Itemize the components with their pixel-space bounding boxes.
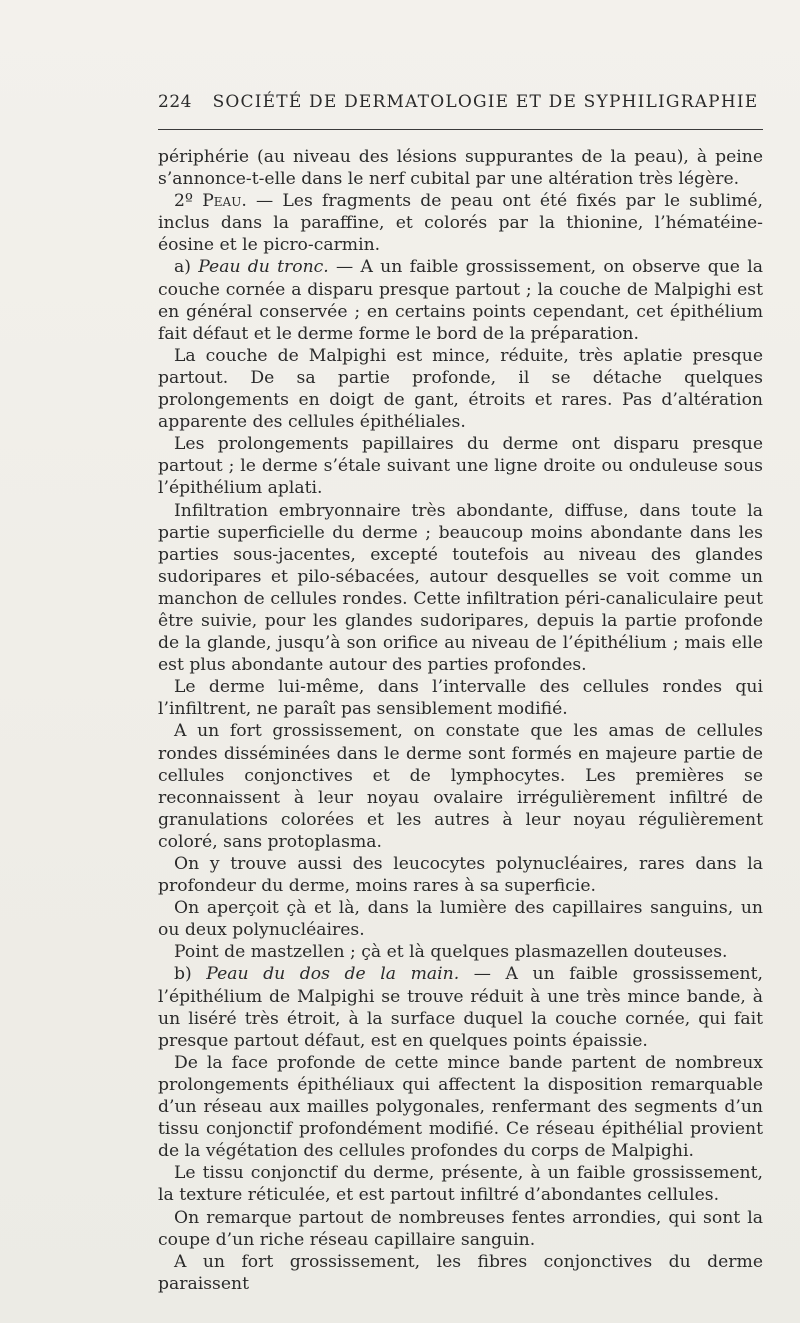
section-label: Peau du tronc.	[198, 257, 329, 278]
paragraph: A un fort grossissement, on constate que les amas de cellules rondes disséminées dans le derme sont formés en majeure partie de cellules conjonctives et de lymphocytes. Les premières se reconnaissent à leur noyau ovalaire irrégulièrement infiltré de granulations colorées et les autres à leur noyau régulièrement coloré, sans protoplasma.	[158, 721, 763, 852]
paragraph: a) Peau du tronc. — A un faible grossissement, on observe que la couche cornée a disparu presque partout ; la couche de Malpighi est en général conservée ; en certains points cependant, cet épithélium fait défaut et le derme forme le bord de la préparation.	[158, 257, 763, 344]
paragraph: b) Peau du dos de la main. — A un faible grossissement, l’épithélium de Malpighi se trouve réduit à une très mince bande, à un liséré très étroit, à la surface duquel la couche cornée, qui fait presque partout défaut, est en quelques points épaissie.	[158, 964, 763, 1051]
section-label: Peau.	[202, 191, 247, 212]
journal-title: SOCIÉTÉ DE DERMATOLOGIE ET DE SYPHILIGRAPHIE	[212, 92, 759, 112]
paragraph: On y trouve aussi des leucocytes polynucléaires, rares dans la profondeur du derme, moins rares à sa superficie.	[158, 854, 763, 897]
paragraph: On aperçoit çà et là, dans la lumière des capillaires sanguins, un ou deux polynucléaires.	[158, 898, 763, 941]
paragraph: La couche de Malpighi est mince, réduite, très aplatie presque partout. De sa partie profonde, il se détache quelques prolongements en doigt de gant, étroits et rares. Pas d’altération apparente des cellules épithéliales.	[158, 345, 763, 433]
paragraph: périphérie (au niveau des lésions suppurantes de la peau), à peine s’annonce-t-elle dans le nerf cubital par une altération très légère.	[158, 147, 763, 190]
running-header	[158, 92, 763, 112]
header-rule	[158, 129, 763, 130]
body-text	[158, 146, 763, 1295]
paragraph: Point de mastzellen ; çà et là quelques plasmazellen douteuses.	[174, 942, 728, 963]
paragraph: De la face profonde de cette mince bande partent de nombreux prolongements épithéliaux qui affectent la disposition remarquable d’un réseau aux mailles polygonales, renfermant des segments d’un tissu conjonctif profondément modifié. Ce réseau épithélial provient de la végétation des cellules profondes du corps de Malpighi.	[158, 1052, 763, 1162]
paragraph: Les prolongements papillaires du derme ont disparu presque partout ; le derme s’étale suivant une ligne droite ou onduleuse sous l’épithélium aplati.	[158, 434, 763, 499]
paragraph: On remarque partout de nombreuses fentes arrondies, qui sont la coupe d’un riche réseau capillaire sanguin.	[158, 1207, 763, 1250]
paragraph: 2º Peau. — Les fragments de peau ont été fixés par le sublimé, inclus dans la paraffine, et colorés par la thionine, l’hématéine-éosine et le picro-carmin.	[158, 191, 763, 256]
paragraph: A un fort grossissement, les fibres conjonctives du derme paraissent	[158, 1251, 763, 1294]
paragraph: Infiltration embryonnaire très abondante, diffuse, dans toute la partie superficielle du derme ; beaucoup moins abondante dans les parties sous-jacentes, excepté toutefois au niveau des glandes sudoripares et pilo-sébacées, autour desquelles se voit comme un manchon de cellules rondes. Cette infiltration péri-canaliculaire peut être suivie, pour les glandes sudoripares, depuis la partie profonde de la glande, jusqu’à son orifice au niveau de l’épithélium ; mais elle est plus abondante autour des parties profondes.	[158, 500, 763, 676]
page-number: 224	[158, 92, 192, 112]
paragraph: Le derme lui-même, dans l’intervalle des cellules rondes qui l’infiltrent, ne paraît pas sensiblement modifié.	[158, 677, 763, 720]
section-label: Peau du dos de la main.	[206, 964, 460, 985]
paragraph: Le tissu conjonctif du derme, présente, à un faible grossissement, la texture réticulée, et est partout infiltré d’abondantes cellules.	[158, 1163, 763, 1206]
